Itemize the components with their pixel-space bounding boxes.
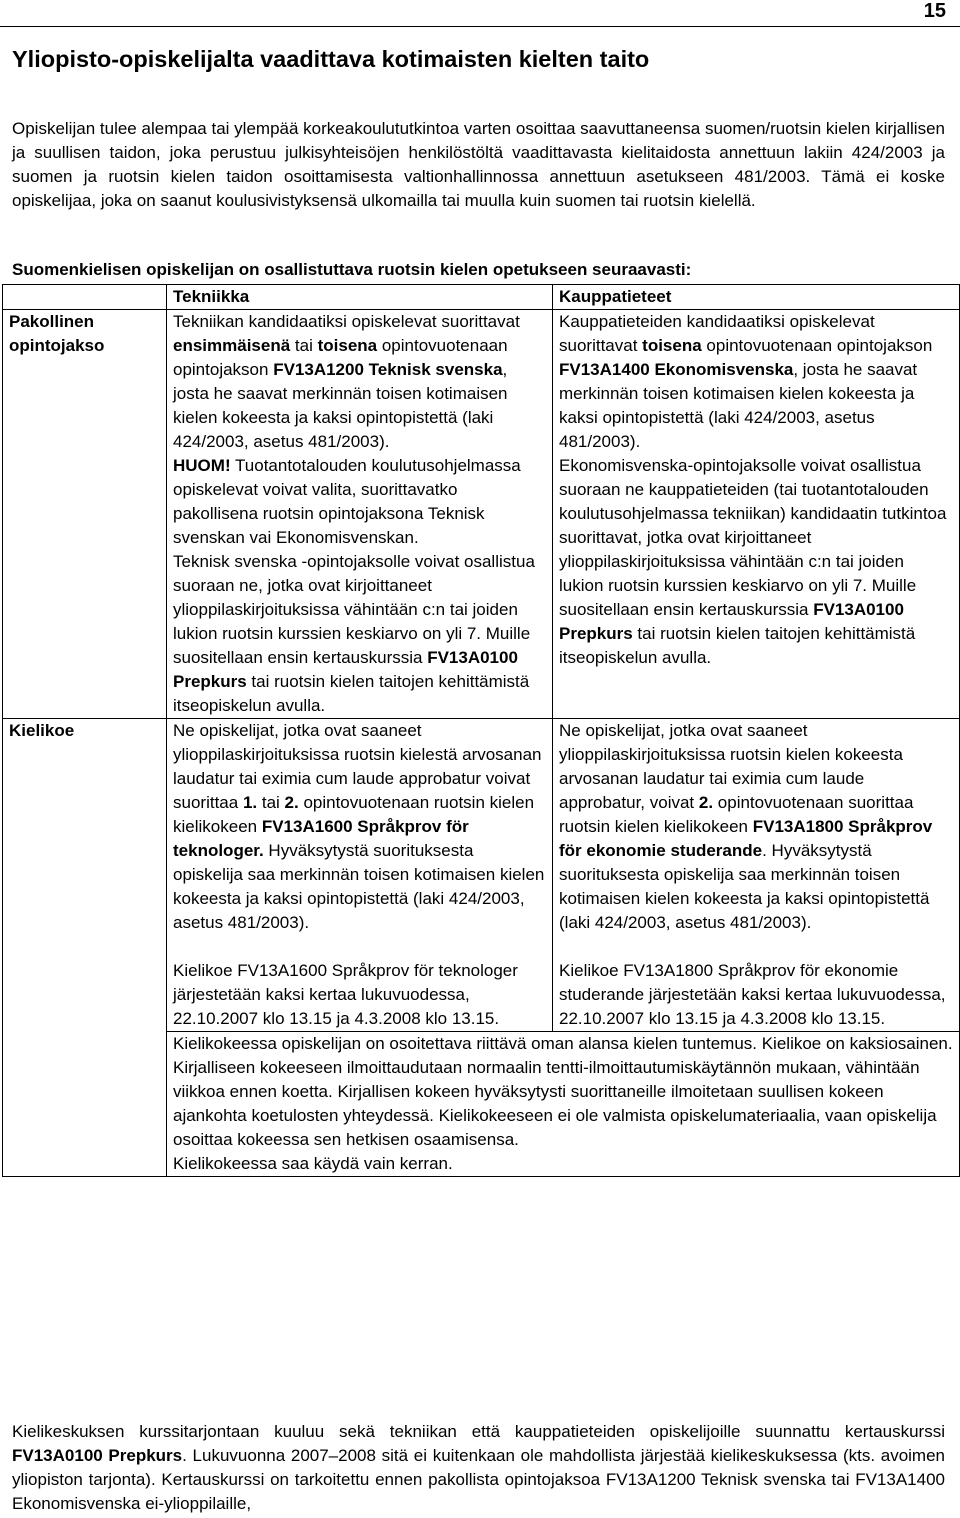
text: Ekonomisvenska-opintojaksolle voivat osallistua suoraan ne kauppatieteiden (tai tuotantotalouden koulutusohjelmassa tekniikan) kandidaatin tutkintoa suorittavat, jotka ovat kirjoittaneet ylioppilaskirjoituksissa vähintään c:n tai joiden lukion ruotsin kurssien keskiarvo on yli 7. Muille suositellaan ensin kertauskurssia [559,456,947,619]
header-tekniikka: Tekniikka [167,285,553,310]
text: Ne opiskelijat, jotka ovat saaneet ylioppilaskirjoituksissa ruotsin kielen kokeesta arvosanan laudatur tai eximia cum laude approbatur, voivat [559,721,903,812]
intro-paragraph [12,117,945,213]
course-code: FV13A0100 Prepkurs [173,648,518,691]
text: Kielikoe FV13A1800 Språkprov för ekonomie studerande järjestetään kaksi kertaa lukuvuodessa, 22.10.2007 klo 13.15 ja 4.3.2008 klo 13.15. [559,961,946,1028]
bold-text: 2. [284,793,299,812]
header-empty-cell [3,285,167,310]
header-rule [0,26,960,27]
course-code: FV13A1200 Teknisk svenska [273,360,503,379]
text: tai [257,793,285,812]
row-label-kielikoe: Kielikoe [3,719,167,1177]
course-code: FV13A1400 Ekonomisvenska [559,360,794,379]
table-row-pakollinen [3,310,960,719]
course-code: FV13A0100 Prepkurs [559,600,904,643]
row-label-pakollinen [3,310,167,719]
text: , josta he saavat merkinnän toisen kotimaisen kielen kokeesta ja kaksi opintopistettä (laki 424/2003, asetus 481/2003). [559,360,918,451]
intro-text-1: Opiskelijan tulee alempaa tai ylempää korkeakoulututkintoa varten osoittaa saavuttaneensa suomen/ruotsin kielen kirjallisen ja suullisen taidon, joka perustuu julkisyhteisöjen henkilöstöltä vaadittavasta kielitaidosta annettuun lakiin 424/2003 ja suomen ja ruotsin kielen taidon osoittamisesta valtionhallinnossa annettuun asetukseen 481/2003. [12,119,945,186]
text: tai ruotsin kielen taitojen kehittämistä itseopiskelun avulla. [559,624,916,667]
course-code: FV13A0100 Prepkurs [12,1446,183,1465]
pakollinen-tekniikka-cell [167,310,553,719]
document-title: Yliopisto-opiskelijalta vaadittava kotimaisten kielten taito [12,46,650,72]
row-label-line-1: Pakollinen [9,312,95,331]
text: tai ruotsin kielen taitojen kehittämistä itseopiskelun avulla. [173,672,530,715]
table-header-row [3,285,960,310]
text: Kielikeskuksen kurssitarjontaan kuuluu sekä tekniikan että kauppatieteiden opiskelijoille suunnattu kertauskurssi [12,1422,945,1441]
page-number: 15 [923,0,946,22]
text: Tekniikan kandidaatiksi opiskelevat suorittavat [173,312,520,331]
kielikoe-kauppatieteet-cell [553,719,960,1032]
text: Kielikoe FV13A1600 Språkprov för teknologer järjestetään kaksi kertaa lukuvuodessa, 22.10.2007 klo 13.15 ja 4.3.2008 klo 13.15. [173,961,518,1028]
text: Tuotantotalouden koulutusohjelmassa opiskelevat voivat valita, suorittavatko pakollisena ruotsin opintojaksona Teknisk svenskan vai Ekonomisvenskan. [173,456,521,547]
text: Teknisk svenska -opintojaksolle voivat osallistua suoraan ne, jotka ovat kirjoittaneet ylioppilaskirjoituksissa vähintään c:n tai joiden lukion ruotsin kurssien keskiarvo on yli 7. Muille suositellaan ensin kertauskurssia [173,552,535,667]
course-code: FV13A1800 Språkprov för ekonomie studerande [559,817,933,860]
row-label-line-2: opintojakso [9,336,105,355]
bold-text: 1. [242,793,258,812]
pakollinen-kauppatieteet-cell [553,310,960,719]
text: Kielikokeessa saa käydä vain kerran. [173,1154,453,1173]
text: Hyväksytystä suorituksesta opiskelija saa merkinnän toisen kotimaisen kielen kokeesta ja kaksi opintopistettä (laki 424/2003, asetus 481/2003). [173,841,545,932]
bold-text: toisena [642,336,702,355]
text: opintovuotenaan opintojakson [701,336,933,355]
table-row-kielikoe [3,719,960,1032]
text: . Hyväksytystä suorituksesta opiskelija saa merkinnän toisen kotimaisen kielen kokeesta ja kaksi opintopistettä (laki 424/2003, asetus 481/2003). [559,841,930,932]
spacer [173,935,546,959]
text: opintovuotenaan suorittaa ruotsin kielen kielikokeen [559,793,914,836]
header-kauppatieteet: Kauppatieteet [553,285,960,310]
intro-text-2: Tämä ei koske opiskelijaa, joka on saanut koulusivistyksensä ulkomailla tai muulla kuin suomen tai ruotsin kielellä. [12,167,946,210]
spacer [559,935,953,959]
bold-text: ensimmäisenä [173,336,291,355]
text: Kauppatieteiden kandidaatiksi opiskelevat suorittavat [559,312,875,355]
text: Kielikokeessa opiskelijan on osoitettava riittävä oman alansa kielen tuntemus. Kielikoe on kaksiosainen. Kirjalliseen kokeeseen ilmoittaudutaan normaalin tentti-ilmoittautumiskäytännön mukaan, vähintään viikkoa ennen koetta. Kirjallisen kokeen hyväksytysti suorittaneille ilmoitetaan suullisen kokeen ajankohta koetulosten yhteydessä. Kielikokeeseen ei ole valmista opiskelumateriaalia, vaan opiskelija osoittaa kokeessa sen hetkisen osaamisensa. [173,1034,953,1149]
text: opintovuotenaan opintojakson [173,336,508,379]
course-code: FV13A1600 Språkprov för teknologer. [173,817,469,860]
bold-text: toisena [317,336,378,355]
section-heading: Suomenkielisen opiskelijan on osallistuttava ruotsin kielen opetukseen seuraavasti: [12,260,692,279]
bottom-paragraph [12,1420,945,1516]
kielikoe-common-cell [167,1032,960,1177]
text: . Lukuvuonna 2007–2008 sitä ei kuitenkaan ole mahdollista järjestää kielikeskuksessa (kts. avoimen yliopiston tarjonta). Kertauskurssi on tarkoitettu ennen pakollista opintojaksoa FV13A1200 Teknisk svenska tai FV13A1400 Ekonomisvenska ei-ylioppilaille, [12,1446,945,1513]
huom-label: HUOM! [173,456,231,475]
text: , josta he saavat merkinnän toisen kotimaisen kielen kokeesta ja kaksi opintopistettä (laki 424/2003, asetus 481/2003). [173,360,508,451]
kielikoe-tekniikka-cell [167,719,553,1032]
bold-text: 2. [698,793,714,812]
language-requirements-table [2,284,960,1177]
text: tai [290,336,318,355]
text: opintovuotenaan ruotsin kielen kielikokeen [173,793,535,836]
text: Ne opiskelijat, jotka ovat saaneet ylioppilaskirjoituksissa ruotsin kielestä arvosanan laudatur tai eximia cum laude approbatur voivat suorittaa [173,721,542,812]
